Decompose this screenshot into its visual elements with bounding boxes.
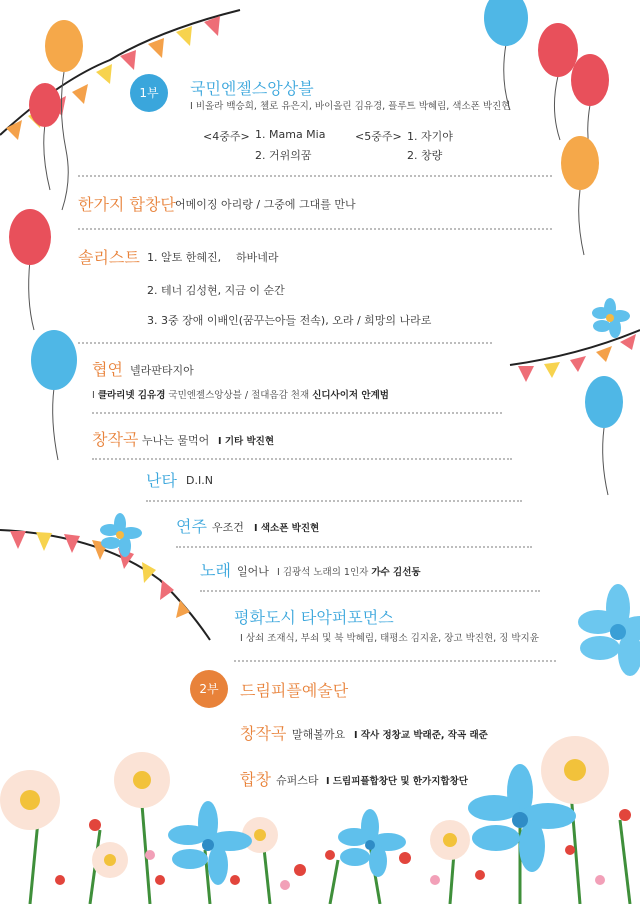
ensemble-performer1-group: 국민엔젤스앙상블 / (168, 390, 249, 401)
part1-quintet-label: <5중주> (355, 130, 402, 143)
flower-right-big (578, 584, 640, 676)
divider (78, 228, 552, 230)
part1-quartet-label: <4중주> (203, 130, 250, 143)
bunting-right-middle (510, 330, 640, 382)
ensemble-performer1: 클라리넷 김유경 (97, 390, 166, 401)
composition2-credits: I 작사 정창교 박래준, 작곡 래준 (354, 730, 488, 741)
composition2-title: 창작곡 (240, 724, 287, 743)
ensemble-performers (92, 387, 389, 401)
choir-title: 한가지 합창단 (78, 195, 176, 214)
chorus-performers: I 드림피플합창단 및 한가지합창단 (326, 776, 468, 787)
part1-quintet-song2: 2. 창량 (407, 149, 443, 162)
soloist-line1-singer: 1. 알토 한혜진, (147, 251, 222, 264)
part2-badge: 2부 (190, 670, 228, 708)
part1-quintet-song1: 1. 자기야 (407, 130, 453, 143)
soloist-line1-song: 하바네라 (236, 251, 279, 264)
flower-field-bottom (0, 736, 640, 904)
part1-title: 국민엔젤스앙상블 (190, 79, 314, 98)
song-title: 노래 (200, 561, 231, 580)
ensemble-performer2: 신디사이저 안계범 (312, 390, 389, 401)
performance-title: 연주 (176, 517, 207, 536)
ensemble-performer2-intro: 절대음감 천재 (251, 390, 310, 401)
flower-right-small (592, 298, 630, 338)
chorus-song: 슈퍼스타 (276, 774, 319, 787)
song-performer: 가수 김선동 (371, 567, 421, 578)
performance-performer: I 색소폰 박진현 (254, 523, 320, 534)
soloist-line2: 2. 테너 김성현, 지금 이 순간 (147, 284, 285, 297)
ensemble-song: 넬라판타지아 (130, 364, 194, 377)
part2-title: 드림피플예술단 (240, 681, 349, 700)
balloons-top-left (29, 20, 83, 210)
soloist-title: 솔리스트 (78, 248, 140, 267)
ensemble-prefix: I (92, 390, 98, 401)
composition2-song: 말해볼까요 (292, 728, 346, 741)
choir-songs: 어메이징 아리랑 / 그중에 그대를 만나 (175, 198, 356, 211)
divider (78, 342, 492, 344)
part1-quartet-song1: 1. Mama Mia (255, 128, 326, 141)
divider (92, 458, 512, 460)
part1-quartet-song2: 2. 거위의꿈 (255, 149, 312, 162)
part1-members: I 비올라 백승희, 첼로 유은지, 바이올린 김유경, 플루트 박혜림, 색소폰 박진현 (190, 101, 511, 112)
composition1-performer: I 기타 박진현 (218, 436, 275, 447)
divider (92, 412, 502, 414)
chorus-title: 합창 (240, 770, 271, 789)
part1-badge: 1부 (130, 74, 168, 112)
soloist-line3: 3. 3중 장애 이배인(꿈꾸는아들 전속), 오라 / 희망의 나라로 (147, 314, 432, 327)
balloon-right-middle (585, 376, 623, 495)
percussion-members: I 상쇠 조재식, 부쇠 및 북 박혜림, 태평소 김지윤, 장고 박진현, 징 박지윤 (240, 633, 539, 644)
song-performer-prefix: I 김광석 노래의 1인자 (277, 567, 369, 578)
divider (176, 546, 532, 548)
nanta-team: D.I.N (186, 474, 213, 487)
balloons-left-middle (9, 209, 77, 460)
song-performer-line (277, 564, 421, 578)
percussion-title: 평화도시 타악퍼포먼스 (234, 608, 394, 627)
song-song: 일어나 (237, 565, 269, 578)
divider (146, 500, 522, 502)
composition1-title: 창작곡 (92, 430, 139, 449)
composition1-song: 누나는 물먹어 (142, 434, 210, 447)
divider (234, 660, 556, 662)
divider (78, 175, 552, 177)
performance-song: 우조건 (212, 521, 244, 534)
divider (200, 590, 540, 592)
ensemble-title: 협연 (92, 360, 123, 379)
balloons-top-right (484, 0, 609, 255)
nanta-title: 난타 (146, 471, 177, 490)
